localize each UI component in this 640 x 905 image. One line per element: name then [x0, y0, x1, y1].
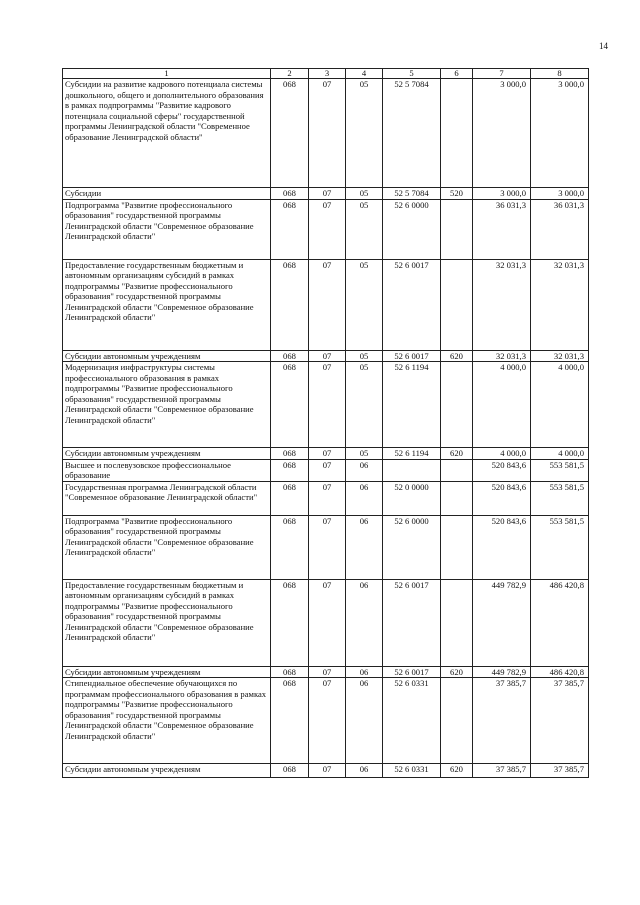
cell-target-item: 52 6 0331: [383, 678, 441, 764]
cell-admin-code: 068: [271, 259, 309, 350]
cell-description: Модернизация инфраструктуры системы профессионального образования в рамках подпрограммы "Развитие профессионального образования" государственной программы Ленинградской области "Современное образование Ленинградской области": [63, 362, 271, 448]
table-row: [63, 666, 589, 678]
cell-subsection: 06: [346, 579, 383, 666]
cell-subsection: 05: [346, 362, 383, 448]
table-row: [63, 188, 589, 200]
table-row: [63, 259, 589, 350]
cell-subsection: 06: [346, 459, 383, 481]
cell-description: Субсидии автономным учреждениям: [63, 764, 271, 778]
cell-section: 07: [309, 481, 346, 515]
cell-amount-year-1: 449 782,9: [473, 579, 531, 666]
cell-target-item: 52 5 7084: [383, 79, 441, 188]
cell-admin-code: 068: [271, 350, 309, 362]
cell-admin-code: 068: [271, 188, 309, 200]
cell-description: Предоставление государственным бюджетным и автономным организациям субсидий в рамках подпрограммы "Развитие профессионального образования" государственной программы Ленинградской области "Современное образование Ленинградской области": [63, 579, 271, 666]
cell-target-item: 52 6 0017: [383, 579, 441, 666]
column-header: 2: [271, 69, 309, 79]
cell-amount-year-1: 3 000,0: [473, 79, 531, 188]
cell-amount-year-1: 520 843,6: [473, 515, 531, 579]
table-row: [63, 678, 589, 764]
cell-amount-year-2: 3 000,0: [531, 188, 589, 200]
cell-target-item: 52 6 0017: [383, 666, 441, 678]
table-header-row: [63, 69, 589, 79]
cell-amount-year-2: 4 000,0: [531, 362, 589, 448]
cell-subsection: 06: [346, 515, 383, 579]
cell-amount-year-2: 37 385,7: [531, 678, 589, 764]
cell-expense-type: 620: [441, 448, 473, 460]
column-header: 8: [531, 69, 589, 79]
cell-target-item: 52 6 1194: [383, 362, 441, 448]
cell-section: 07: [309, 199, 346, 259]
cell-target-item: [383, 459, 441, 481]
cell-admin-code: 068: [271, 79, 309, 188]
cell-description: Подпрограмма "Развитие профессионального образования" государственной программы Ленинградской области "Современное образование Ленинградской области": [63, 199, 271, 259]
cell-admin-code: 068: [271, 448, 309, 460]
cell-target-item: 52 6 1194: [383, 448, 441, 460]
cell-subsection: 05: [346, 199, 383, 259]
column-header: 6: [441, 69, 473, 79]
cell-description: Государственная программа Ленинградской области "Современное образование Ленинградской области": [63, 481, 271, 515]
cell-section: 07: [309, 448, 346, 460]
table-row: [63, 459, 589, 481]
cell-subsection: 06: [346, 764, 383, 778]
cell-admin-code: 068: [271, 459, 309, 481]
cell-target-item: 52 6 0017: [383, 259, 441, 350]
cell-amount-year-2: 553 581,5: [531, 459, 589, 481]
cell-amount-year-1: 4 000,0: [473, 362, 531, 448]
cell-expense-type: [441, 79, 473, 188]
cell-section: 07: [309, 362, 346, 448]
cell-expense-type: [441, 362, 473, 448]
cell-subsection: 06: [346, 678, 383, 764]
cell-subsection: 06: [346, 666, 383, 678]
cell-expense-type: [441, 515, 473, 579]
cell-section: 07: [309, 678, 346, 764]
cell-expense-type: [441, 481, 473, 515]
table-row: [63, 481, 589, 515]
cell-description: Высшее и послевузовское профессиональное образование: [63, 459, 271, 481]
column-header: 4: [346, 69, 383, 79]
cell-expense-type: 620: [441, 666, 473, 678]
cell-admin-code: 068: [271, 362, 309, 448]
cell-section: 07: [309, 764, 346, 778]
cell-admin-code: 068: [271, 678, 309, 764]
cell-expense-type: 620: [441, 764, 473, 778]
cell-subsection: 06: [346, 481, 383, 515]
cell-expense-type: [441, 459, 473, 481]
cell-subsection: 05: [346, 79, 383, 188]
cell-amount-year-2: 486 420,8: [531, 666, 589, 678]
cell-subsection: 05: [346, 259, 383, 350]
cell-amount-year-2: 36 031,3: [531, 199, 589, 259]
cell-subsection: 05: [346, 350, 383, 362]
cell-amount-year-1: 32 031,3: [473, 259, 531, 350]
table-row: [63, 199, 589, 259]
cell-description: Субсидии автономным учреждениям: [63, 666, 271, 678]
cell-target-item: 52 6 0017: [383, 350, 441, 362]
cell-amount-year-2: 37 385,7: [531, 764, 589, 778]
cell-target-item: 52 6 0000: [383, 199, 441, 259]
cell-section: 07: [309, 350, 346, 362]
cell-admin-code: 068: [271, 764, 309, 778]
cell-section: 07: [309, 666, 346, 678]
cell-section: 07: [309, 459, 346, 481]
cell-amount-year-1: 37 385,7: [473, 764, 531, 778]
cell-admin-code: 068: [271, 515, 309, 579]
cell-expense-type: [441, 259, 473, 350]
cell-amount-year-1: 4 000,0: [473, 448, 531, 460]
cell-amount-year-2: 32 031,3: [531, 350, 589, 362]
cell-amount-year-2: 553 581,5: [531, 481, 589, 515]
cell-section: 07: [309, 79, 346, 188]
cell-amount-year-2: 3 000,0: [531, 79, 589, 188]
cell-section: 07: [309, 188, 346, 200]
cell-description: Субсидии: [63, 188, 271, 200]
budget-table: [62, 68, 589, 778]
cell-expense-type: 520: [441, 188, 473, 200]
cell-admin-code: 068: [271, 481, 309, 515]
cell-amount-year-2: 486 420,8: [531, 579, 589, 666]
table-row: [63, 448, 589, 460]
cell-admin-code: 068: [271, 199, 309, 259]
cell-amount-year-2: 553 581,5: [531, 515, 589, 579]
table-row: [63, 362, 589, 448]
cell-admin-code: 068: [271, 579, 309, 666]
column-header: 7: [473, 69, 531, 79]
column-header: 5: [383, 69, 441, 79]
cell-expense-type: [441, 678, 473, 764]
cell-amount-year-1: 520 843,6: [473, 459, 531, 481]
cell-expense-type: [441, 199, 473, 259]
table-row: [63, 350, 589, 362]
cell-description: Стипендиальное обеспечение обучающихся по программам профессионального образования в рамках подпрограммы "Развитие профессионального образования" государственной программы Ленинградской области "Современное образование Ленинградской области": [63, 678, 271, 764]
cell-target-item: 52 6 0000: [383, 515, 441, 579]
cell-description: Субсидии автономным учреждениям: [63, 448, 271, 460]
cell-section: 07: [309, 579, 346, 666]
cell-section: 07: [309, 515, 346, 579]
cell-expense-type: 620: [441, 350, 473, 362]
cell-amount-year-2: 4 000,0: [531, 448, 589, 460]
cell-admin-code: 068: [271, 666, 309, 678]
column-header: 1: [63, 69, 271, 79]
cell-amount-year-1: 3 000,0: [473, 188, 531, 200]
table-row: [63, 764, 589, 778]
cell-target-item: 52 6 0331: [383, 764, 441, 778]
table-row: [63, 579, 589, 666]
cell-target-item: 52 0 0000: [383, 481, 441, 515]
page-number: 14: [599, 41, 608, 51]
cell-target-item: 52 5 7084: [383, 188, 441, 200]
cell-amount-year-1: 449 782,9: [473, 666, 531, 678]
cell-section: 07: [309, 259, 346, 350]
cell-expense-type: [441, 579, 473, 666]
cell-description: Субсидии автономным учреждениям: [63, 350, 271, 362]
cell-amount-year-2: 32 031,3: [531, 259, 589, 350]
column-header: 3: [309, 69, 346, 79]
cell-amount-year-1: 32 031,3: [473, 350, 531, 362]
table-row: [63, 79, 589, 188]
cell-description: Подпрограмма "Развитие профессионального образования" государственной программы Ленинградской области "Современное образование Ленинградской области": [63, 515, 271, 579]
cell-subsection: 05: [346, 188, 383, 200]
cell-amount-year-1: 36 031,3: [473, 199, 531, 259]
cell-amount-year-1: 37 385,7: [473, 678, 531, 764]
cell-amount-year-1: 520 843,6: [473, 481, 531, 515]
cell-subsection: 05: [346, 448, 383, 460]
cell-description: Предоставление государственным бюджетным и автономным организациям субсидий в рамках подпрограммы "Развитие профессионального образования" государственной программы Ленинградской области "Современное образование Ленинградской области": [63, 259, 271, 350]
table-row: [63, 515, 589, 579]
cell-description: Субсидии на развитие кадрового потенциала системы дошкольного, общего и дополнительного образования в рамках подпрограммы "Развитие кадрового потенциала социальной сферы" государственной программы Ленинградской области "Современное образование Ленинградской области": [63, 79, 271, 188]
